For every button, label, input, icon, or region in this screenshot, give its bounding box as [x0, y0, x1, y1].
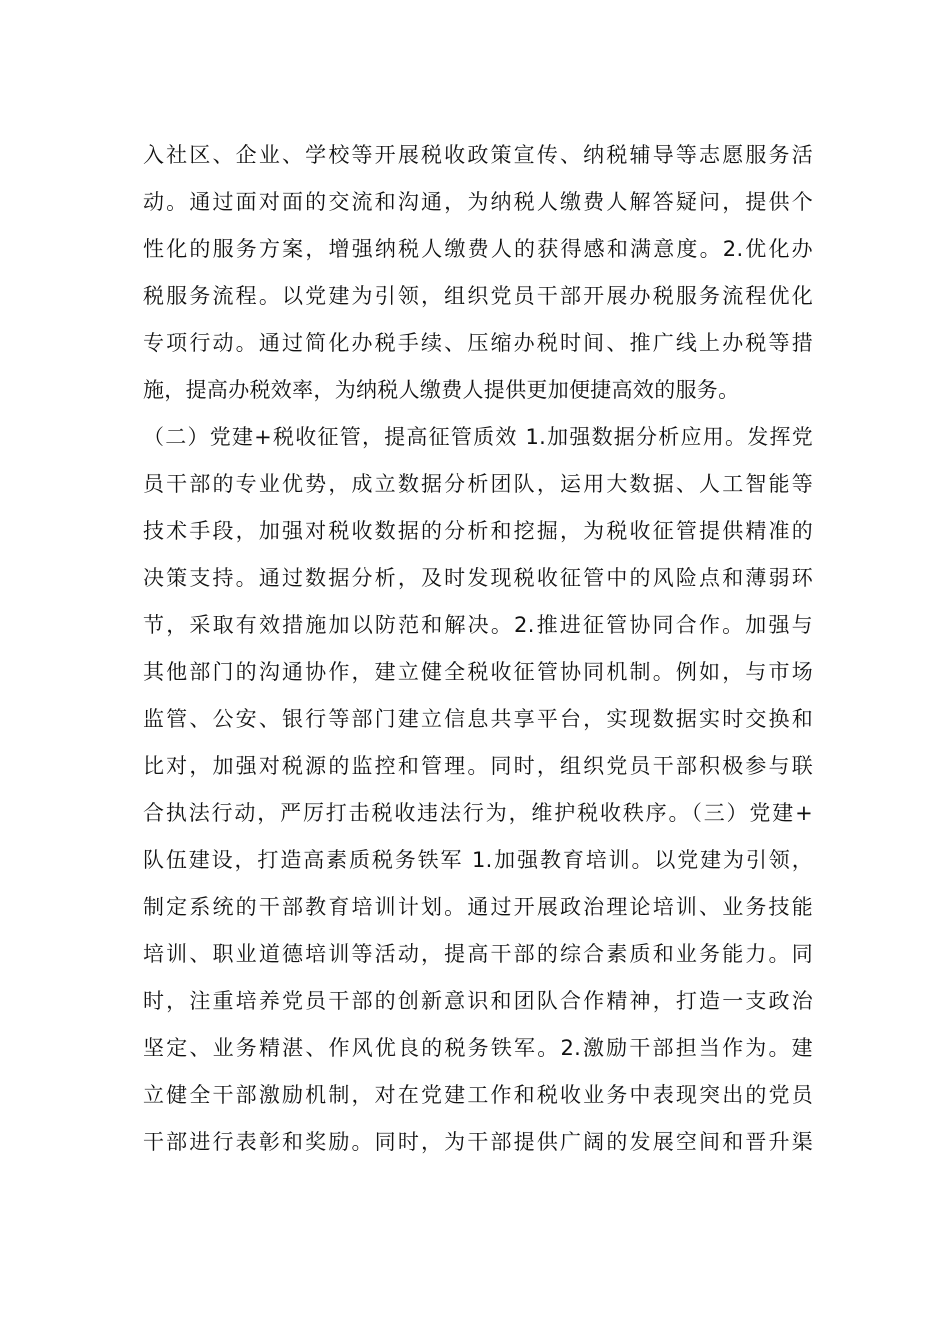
text-line: 时，注重培养党员干部的创新意识和团队合作精神，打造一支政治 — [143, 989, 813, 1013]
text-line: 专项行动。通过简化办税手续、压缩办税时间、推广线上办税等措 — [143, 331, 813, 355]
text-line: 节，采取有效措施加以防范和解决。2.推进征管协同合作。加强与 — [143, 613, 813, 637]
text-line: 税服务流程。以党建为引领，组织党员干部开展办税服务流程优化 — [143, 284, 813, 308]
text-line: 动。通过面对面的交流和沟通，为纳税人缴费人解答疑问，提供个 — [143, 190, 813, 214]
text-line: 施，提高办税效率，为纳税人缴费人提供更加便捷高效的服务。 — [143, 378, 740, 402]
text-line: 干部进行表彰和奖励。同时，为干部提供广阔的发展空间和晋升渠 — [143, 1130, 813, 1154]
text-line: 培训、职业道德培训等活动，提高干部的综合素质和业务能力。同 — [143, 942, 813, 966]
text-line: 制定系统的干部教育培训计划。通过开展政治理论培训、业务技能 — [143, 895, 813, 919]
text-line: 立健全干部激励机制，对在党建工作和税收业务中表现突出的党员 — [143, 1083, 813, 1107]
text-line: 监管、公安、银行等部门建立信息共享平台，实现数据实时交换和 — [143, 707, 813, 731]
text-line: 员干部的专业优势，成立数据分析团队，运用大数据、人工智能等 — [143, 472, 813, 496]
text-line: 性化的服务方案，增强纳税人缴费人的获得感和满意度。2.优化办 — [143, 237, 813, 261]
body-text — [143, 132, 813, 1166]
text-line: 决策支持。通过数据分析，及时发现税收征管中的风险点和薄弱环 — [143, 566, 813, 590]
text-line: 合执法行动，严厉打击税收违法行为，维护税收秩序。（三）党建+ — [143, 801, 813, 825]
text-line: 入社区、企业、学校等开展税收政策宣传、纳税辅导等志愿服务活 — [143, 143, 813, 167]
text-line: 坚定、业务精湛、作风优良的税务铁军。2.激励干部担当作为。建 — [143, 1036, 813, 1060]
text-line: 其他部门的沟通协作，建立健全税收征管协同机制。例如，与市场 — [143, 660, 813, 684]
text-line: 比对，加强对税源的监控和管理。同时，组织党员干部积极参与联 — [143, 754, 813, 778]
text-line: 技术手段，加强对税收数据的分析和挖掘，为税收征管提供精准的 — [143, 519, 813, 543]
text-line: （二）党建+税收征管，提高征管质效 1.加强数据分析应用。发挥党 — [143, 425, 813, 449]
text-line: 队伍建设，打造高素质税务铁军 1.加强教育培训。以党建为引领， — [143, 848, 813, 872]
